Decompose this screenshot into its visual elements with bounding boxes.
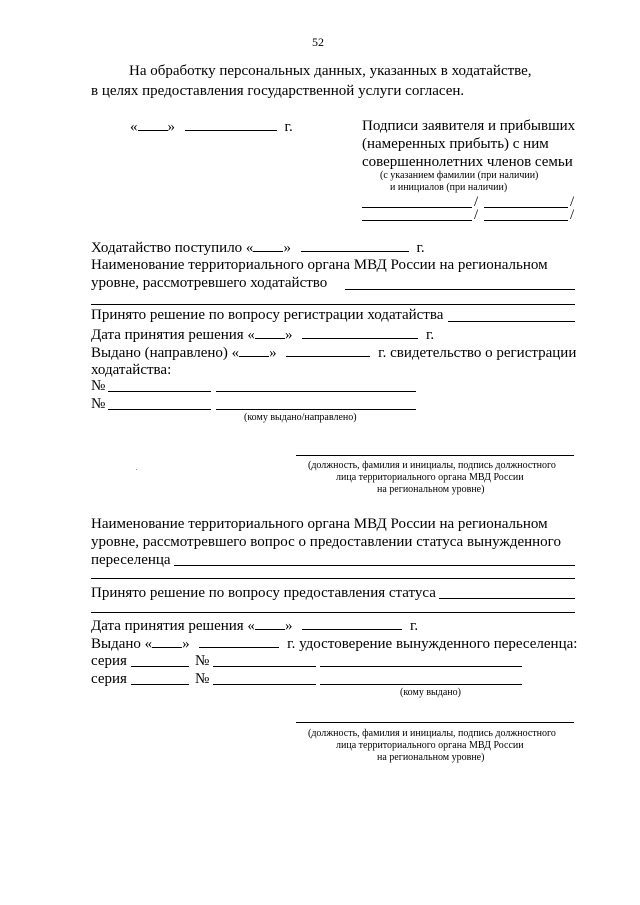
petition-official-2: лица территориального органа МВД России (336, 472, 524, 483)
status-official-2: лица территориального органа МВД России (336, 740, 524, 751)
petition-number-2: № (91, 396, 106, 412)
signatures-note-1: (с указанием фамилии (при наличии) (380, 170, 539, 181)
slash: / (570, 194, 575, 210)
petition-official-1: (должность, фамилия и инициалы, подпись должностного (308, 460, 556, 471)
status-org-blank-2 (91, 578, 575, 579)
status-series-1: серия (91, 653, 127, 669)
petition-org-line-1: Наименование территориального органа МВД России на региональном (91, 257, 548, 273)
slash: / (474, 207, 479, 223)
consent-line-2: в целях предоставления государственной услуги согласен. (91, 83, 465, 99)
petition-org-blank-2 (91, 304, 575, 305)
petition-issued: Выдано (направлено) « » г. свидетельство о регистрации (91, 345, 577, 361)
page-number: 52 (312, 35, 324, 49)
status-number-2: № (195, 671, 210, 687)
scan-speck (136, 469, 137, 470)
signatures-line-3: совершеннолетних членов семьи (362, 154, 573, 170)
petition-number-1: № (91, 378, 106, 394)
signature-name-line (484, 207, 568, 208)
status-org-blank (174, 565, 575, 566)
status-official-3: на региональном уровне) (377, 752, 485, 763)
signature-line (362, 207, 472, 208)
petition-org-blank (345, 289, 575, 290)
status-official-signature-line (296, 722, 574, 723)
status-to-whom: (кому выдано) (400, 687, 461, 698)
signatures-line-1: Подписи заявителя и прибывших (362, 118, 576, 134)
status-official-1: (должность, фамилия и инициалы, подпись должностного (308, 728, 556, 739)
status-decision: Принято решение по вопросу предоставления статуса (91, 585, 436, 601)
petition-official-signature-line (296, 455, 574, 456)
consent-line-1: На обработку персональных данных, указанных в ходатайстве, (129, 63, 532, 79)
petition-decision: Принято решение по вопросу регистрации ходатайства (91, 307, 444, 323)
slash: / (570, 207, 575, 223)
petition-decision-blank (448, 321, 575, 322)
status-decision-blank (439, 598, 575, 599)
petition-decision-date: Дата принятия решения « » г. (91, 327, 435, 343)
consent-date: « » г. (130, 119, 293, 135)
petition-to-whom: (кому выдано/направлено) (244, 412, 357, 423)
status-org-line-3: переселенца (91, 552, 171, 568)
petition-official-3: на региональном уровне) (377, 484, 485, 495)
status-issued: Выдано « » г. удостоверение вынужденного переселенца: (91, 636, 578, 652)
month-blank (185, 117, 277, 131)
status-decision-date: Дата принятия решения « » г. (91, 618, 419, 634)
signature-line (362, 220, 472, 221)
signatures-note-2: и инициалов (при наличии) (390, 182, 508, 193)
slash: / (474, 194, 479, 210)
signatures-line-2: (намеренных прибыть) с ним (362, 136, 549, 152)
status-org-line-2: уровне, рассмотревшего вопрос о предоставлении статуса вынужденного (91, 534, 561, 550)
status-series-2: серия (91, 671, 127, 687)
status-number-1: № (195, 653, 210, 669)
status-decision-blank-2 (91, 612, 575, 613)
status-org-line-1: Наименование территориального органа МВД России на региональном (91, 516, 548, 532)
petition-received: Ходатайство поступило « » г. (91, 240, 425, 256)
signature-name-line (484, 220, 568, 221)
petition-issued-line-2: ходатайства: (91, 362, 172, 378)
day-blank (138, 117, 168, 131)
petition-org-line-2: уровне, рассмотревшего ходатайство (91, 275, 328, 291)
